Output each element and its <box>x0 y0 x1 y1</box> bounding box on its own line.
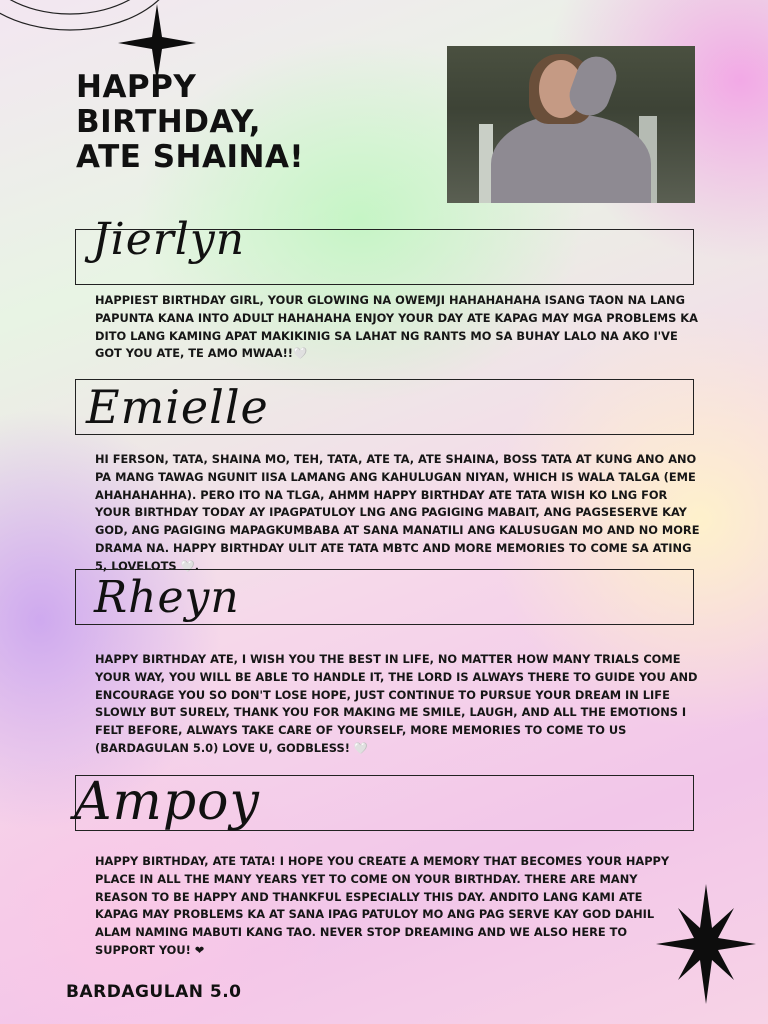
signature-name: Rheyn <box>94 572 240 623</box>
group-name: BARDAGULAN 5.0 <box>66 982 242 1002</box>
portrait-photo <box>447 46 695 203</box>
signature-name: Ampoy <box>74 772 260 832</box>
message-text: HAPPY BIRTHDAY, ATE TATA! I HOPE YOU CREATE A MEMORY THAT BECOMES YOUR HAPPY PLACE IN ALL THE MANY YEARS YET TO COME ON YOUR BIRTHDAY. THERE ARE MANY REASON TO BE HAPPY AND THANKFUL ESPECIALLY THIS DAY. ANDITO LANG KAMI ATE KAPAG MAY PROBLEMS KA AT SANA IPAG PATULOY MO ANG PAG SERVE KAY GOD DAHIL ALAM NAMING MABUTI KANG TAO. NEVER STOP DREAMING AND WE ALSO HERE TO SUPPORT YOU! ❤ <box>95 854 670 957</box>
message-text: HAPPY BIRTHDAY ATE, I WISH YOU THE BEST IN LIFE, NO MATTER HOW MANY TRIALS COME YOUR WAY, YOU WILL BE ABLE TO HANDLE IT, THE LORD IS ALWAYS THERE TO GUIDE YOU AND ENCOURAGE YOU SO DON'T LOSE HOPE, JUST CONTINUE TO PURSUE YOUR DREAM IN LIFE SLOWLY BUT SURELY, THANK YOU FOR MAKING ME SMILE, LAUGH, AND ALL THE EMOTIONS I FELT BEFORE, ALWAYS TAKE CARE OF YOURSELF, MORE MEMORIES TO COME TO US (BARDAGULAN 5.0) LOVE U, GODBLESS! 🤍 <box>95 652 698 755</box>
page-title <box>76 70 304 175</box>
signature-name: Jierlyn <box>92 214 246 265</box>
message-text: HAPPIEST BIRTHDAY GIRL, YOUR GLOWING NA OWEMJI HAHAHAHAHA ISANG TAON NA LANG PAPUNTA KANA INTO ADULT HAHAHAHA ENJOY YOUR DAY ATE KAPAG MAY MGA PROBLEMS KA DITO LANG KAMING APAT MAKIKINIG SA LAHAT NG RANTS MO SA BUHAY LALO NA AKO I'VE GOT YOU ATE, TE AMO MWAA!!🤍 <box>95 293 698 361</box>
message-text: HI FERSON, TATA, SHAINA MO, TEH, TATA, ATE TA, ATE SHAINA, BOSS TATA AT KUNG ANO ANO PA MANG TAWAG NGUNIT IISA LAMANG ANG KAHULUGAN NIYAN, WHICH IS WALA TALGA (EME AHAHAHAHHA). PERO ITO NA TLGA, AHMM HAPPY BIRTHDAY ATE TATA WISH KO LNG FOR YOUR BIRTHDAY TODAY AY IPAGPATULOY LNG ANG PAGIGING MABAIT, ANG PAGSESERVE KAY GOD, ANG PAGIGING MAPAGKUMBABA AT SANA MANATILI ANG KALUSUGAN MO AND NO MORE DRAMA NA. HAPPY BIRTHDAY ULIT ATE TATA MBTC AND MORE MEMORIES TO COME SA ATING 5, LOVELOTS 🤍. <box>95 452 700 573</box>
title-line: ATE SHAINA! <box>76 139 305 175</box>
title-line: HAPPY <box>76 69 197 105</box>
title-line: BIRTHDAY, <box>76 104 262 140</box>
signature-name: Emielle <box>86 380 269 434</box>
